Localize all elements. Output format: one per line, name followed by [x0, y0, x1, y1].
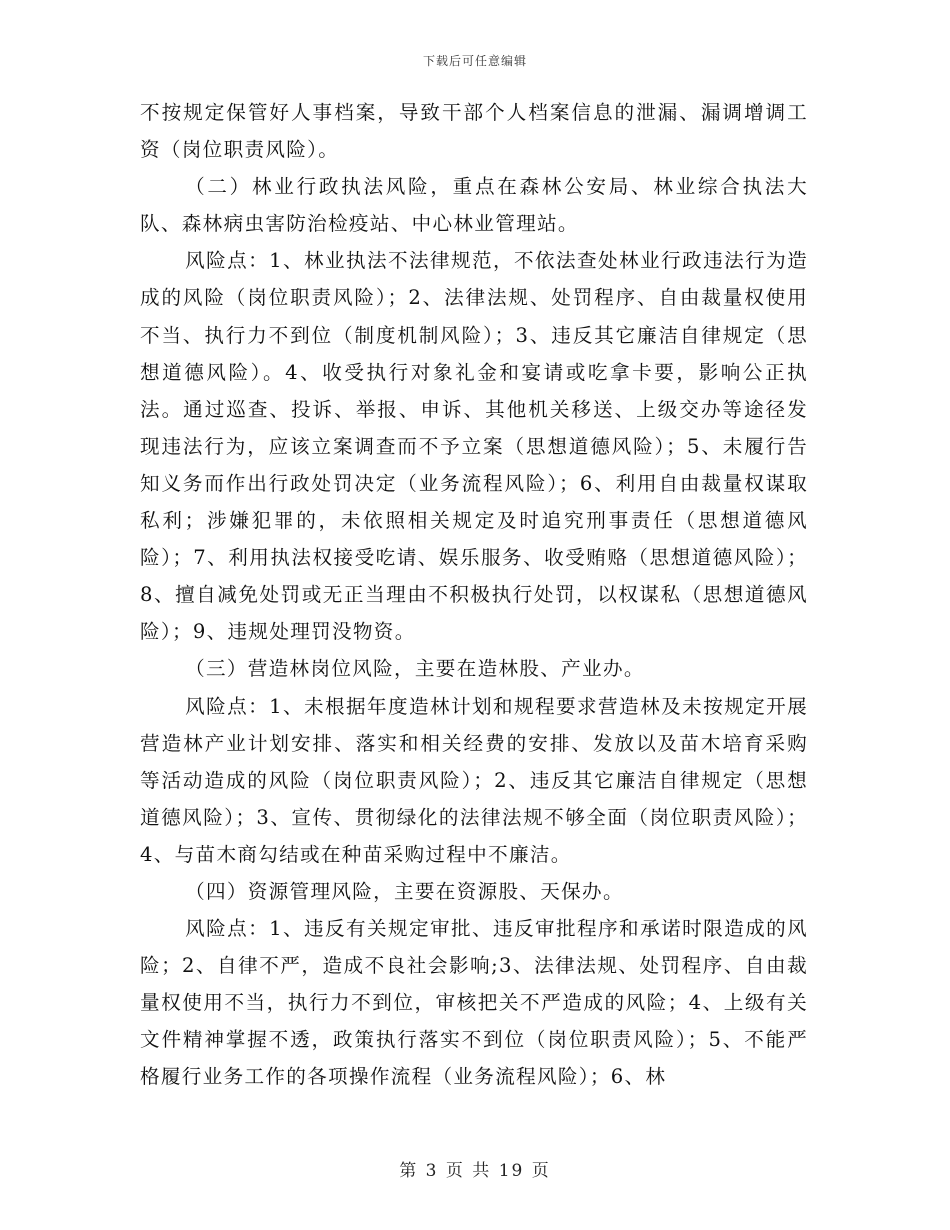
- page-number-footer: 第 3 页 共 19 页: [399, 1161, 551, 1181]
- paragraph-section-3-risks: 风险点：1、未根据年度造林计划和规程要求营造林及未按规定开展营造林产业计划安排、落实和相关经费的安排、发放以及苗木培育采购等活动造成的风险（岗位职责风险）；2、违反其它廉洁自律规定（思想道德风险）；3、宣传、贯彻绿化的法律法规不够全面（岗位职责风险）；4、与苗木商勾结或在种苗采购过程中不廉洁。: [140, 694, 808, 866]
- paragraph-section-2-heading: （二）林业行政执法风险，重点在森林公安局、林业综合执法大队、森林病虫害防治检疫站、中心林业管理站。: [140, 175, 808, 236]
- paragraph-section-4-risks: 风险点：1、违反有关规定审批、违反审批程序和承诺时限造成的风险；2、自律不严，造成不良社会影响;3、法律法规、处罚程序、自由裁量权使用不当，执行力不到位，审核把关不严造成的风险；4、上级有关文件精神掌握不透，政策执行落实不到位（岗位职责风险）；5、不能严格履行业务工作的各项操作流程（业务流程风险）；6、林: [140, 917, 808, 1089]
- paragraph-section-2-risks: 风险点：1、林业执法不法律规范，不依法查处林业行政违法行为造成的风险（岗位职责风险）；2、法律法规、处罚程序、自由裁量权使用不当、执行力不到位（制度机制风险）；3、违反其它廉洁自律规定（思想道德风险）。4、收受执行对象礼金和宴请或吃拿卡要，影响公正执法。通过巡查、投诉、举报、申诉、其他机关移送、上级交办等途径发现违法行为，应该立案调查而不予立案（思想道德风险）；5、未履行告知义务而作出行政处罚决定（业务流程风险）；6、利用自由裁量权谋取私利；涉嫌犯罪的，未依照相关规定及时追究刑事责任（思想道德风险）；7、利用执法权接受吃请、娱乐服务、收受贿赂（思想道德风险）；8、擅自减免处罚或无正当理由不积极执行处罚，以权谋私（思想道德风险）；9、违规处理罚没物资。: [140, 249, 808, 644]
- paragraph-continuation: 不按规定保管好人事档案，导致干部个人档案信息的泄漏、漏调增调工资（岗位职责风险）。: [140, 101, 808, 162]
- page-header: 下载后可任意编辑: [422, 54, 527, 68]
- paragraph-section-3-heading: （三）营造林岗位风险，主要在造林股、产业办。: [185, 657, 645, 681]
- document-body: [140, 94, 808, 1096]
- paragraph-section-4-heading: （四）资源管理风险，主要在资源股、天保办。: [185, 879, 624, 903]
